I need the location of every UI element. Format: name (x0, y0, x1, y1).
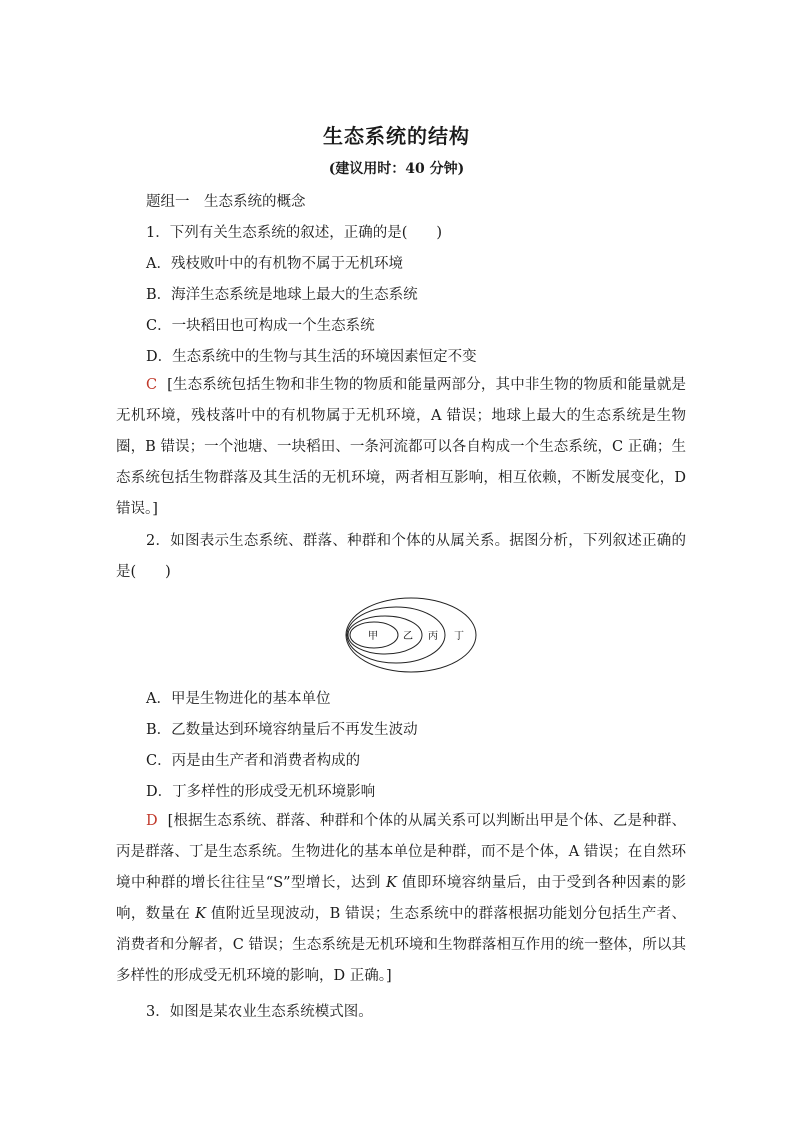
q1-explanation-text: [生态系统包括生物和非生物的物质和能量两部分，其中非生物的物质和能量就是无机环境，残枝落叶中的有机物属于无机环境，A 错误；地球上最大的生态系统是生物圈，B 错误；一个池塘、一块稻田、一条河流都可以各自构成一个生态系统，C 正确；生态系统包括生物群落及其生活的无机环境，两者相互影响，相互依赖，不断发展变化，D 错误。] (116, 377, 686, 517)
q2-explanation-part1: [根据生态系统、群落、种群和个体的从属关系可以判断出甲是个体、乙是种群、丙是群落、丁是生态系统。生物进化的基本单位是种群，而不是个体，A 错误；在自然环境中种群的增长往往呈“S”型增长，达到 (116, 813, 686, 891)
q2-option-b: B．乙数量达到环境容纳量后不再发生波动 (146, 722, 418, 738)
q2-stem: 2．如图表示生态系统、群落、种群和个体的从属关系。据图分析，下列叙述正确的是( ) (116, 533, 686, 580)
group-heading: 题组一 生态系统的概念 (146, 194, 306, 210)
label-yi: 乙 (403, 631, 413, 642)
page-subtitle: (建议用时：40 分钟) (328, 161, 465, 177)
q1-option-c: C．一块稻田也可构成一个生态系统 (146, 318, 375, 334)
q1-answer-explanation (116, 370, 686, 525)
label-ding: 丁 (454, 631, 464, 642)
q2-explanation-part2: 值即环境容纳量后，由于受到各种因素的影响，数量在 (116, 875, 686, 922)
q2-k-symbol-1: K (385, 875, 397, 891)
q1-option-d: D．生态系统中的生物与其生活的环境因素恒定不变 (146, 349, 477, 365)
q2-answer-letter: D (146, 813, 158, 829)
label-jia: 甲 (368, 631, 378, 642)
q2-option-c: C．丙是由生产者和消费者构成的 (146, 753, 361, 769)
q1-stem: 1．下列有关生态系统的叙述，正确的是( ) (146, 225, 443, 241)
q2-option-d: D．丁多样性的形成受无机环境影响 (146, 784, 376, 800)
q3-stem: 3．如图是某农业生态系统模式图。 (146, 1004, 373, 1020)
q1-option-b: B．海洋生态系统是地球上最大的生态系统 (146, 287, 418, 303)
label-bing: 丙 (428, 631, 438, 642)
q2-explanation-part3: 值附近呈现波动，B 错误；生态系统中的群落根据功能划分包括生产者、消费者和分解者，C 错误；生态系统是无机环境和生物群落相互作用的统一整体，所以其多样性的形成受无机环境的影响，D 正确。] (116, 906, 687, 984)
page-title: 生态系统的结构 (323, 124, 470, 148)
q2-answer-explanation (116, 806, 686, 992)
q1-answer-letter: C (146, 377, 158, 393)
nested-ellipse-svg (344, 596, 478, 674)
q2-k-symbol-2: K (195, 906, 206, 922)
q2-option-a: A．甲是生物进化的基本单位 (146, 691, 331, 707)
nested-ellipse-diagram (344, 596, 478, 674)
q1-option-a: A．残枝败叶中的有机物不属于无机环境 (146, 256, 403, 272)
